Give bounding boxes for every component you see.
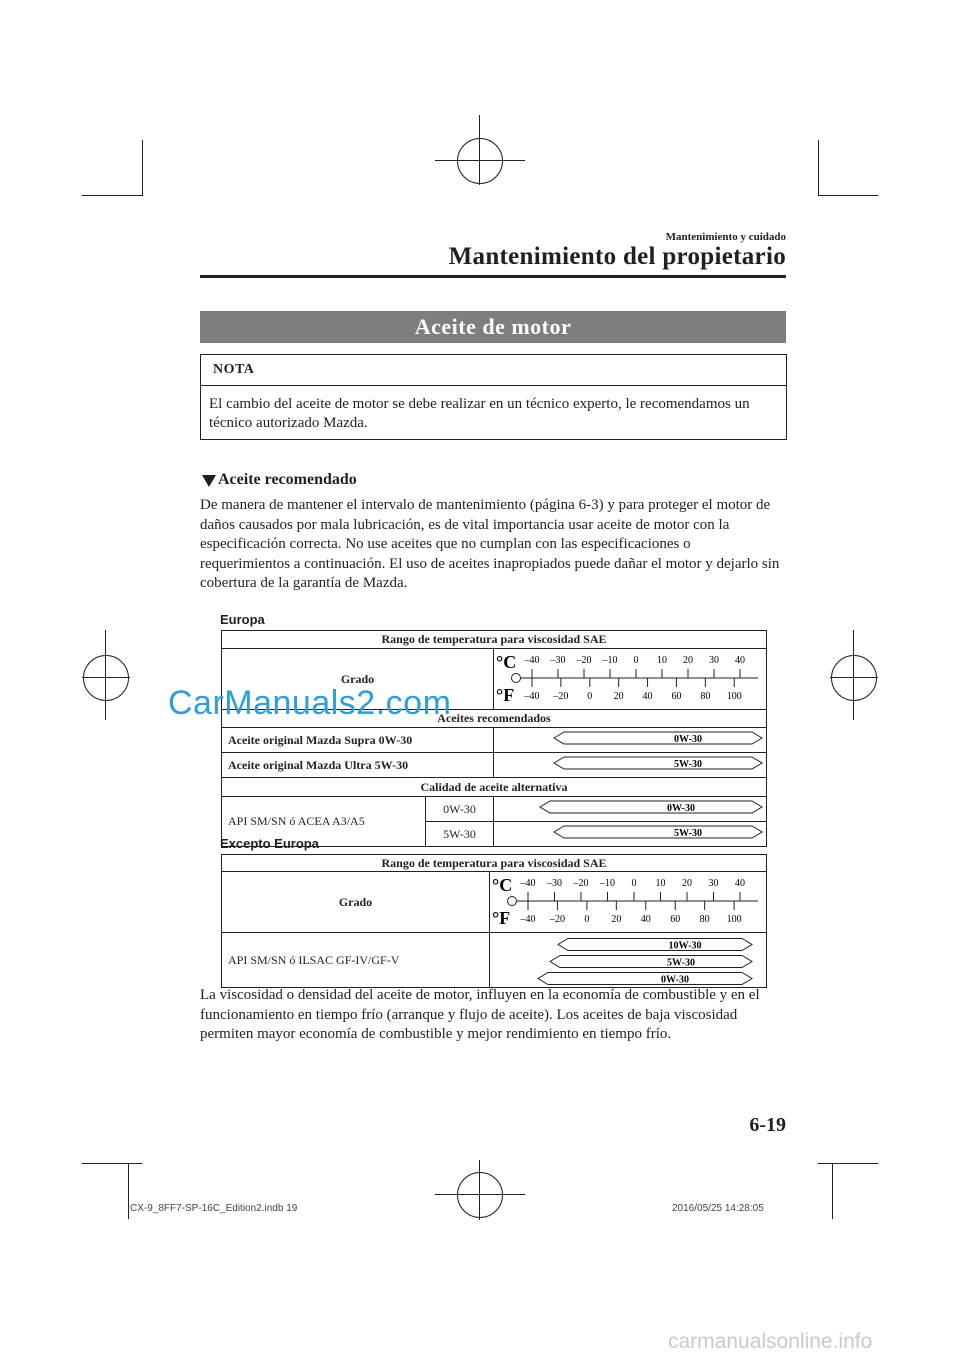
table-row xyxy=(222,753,767,778)
europe-temp-scale xyxy=(494,649,767,710)
watermark: CarManuals2.com xyxy=(168,684,452,722)
europe-table-title: Rango de temperatura para viscosidad SAE xyxy=(222,631,767,649)
except-europe-spec: API SM/SN ó ILSAC GF-IV/GF-V xyxy=(222,933,490,988)
viscosity-bar-label: 5W-30 xyxy=(674,759,702,770)
europe-viscosity-table xyxy=(221,630,767,847)
celsius-tick-label: 40 xyxy=(735,878,745,889)
footer-file: CX-9_8FF7-SP-16C_Edition2.indb 19 xyxy=(130,1203,298,1214)
fahrenheit-tick-label: –40 xyxy=(520,914,536,925)
celsius-tick-label: 20 xyxy=(683,655,693,666)
celsius-tick-label: –10 xyxy=(602,655,618,666)
viscosity-bar-shape xyxy=(550,955,752,967)
fahrenheit-tick-label: –20 xyxy=(553,691,569,702)
fahrenheit-tick-label: 0 xyxy=(587,691,593,702)
celsius-tick-label: –40 xyxy=(524,655,540,666)
celsius-tick-label: –30 xyxy=(547,878,562,889)
triangle-down-icon xyxy=(202,474,216,488)
thermometer-bulb xyxy=(508,897,517,906)
viscosity-bar-label: 5W-30 xyxy=(674,828,702,839)
europe-alternative-header: Calidad de aceite alternativa xyxy=(222,778,767,797)
oil-name: Aceite original Mazda Ultra 5W-30 xyxy=(222,753,494,778)
section-label: Mantenimiento y cuidado xyxy=(665,231,786,243)
viscosity-bar-label: 5W-30 xyxy=(667,957,695,968)
grade-bar-cell xyxy=(494,822,767,847)
except-europe-table-title: Rango de temperatura para viscosidad SAE xyxy=(222,855,767,872)
except-europe-temp-scale xyxy=(490,872,767,933)
table-row xyxy=(222,797,767,822)
europe-recommended-header: Aceites recomendados xyxy=(222,710,767,728)
celsius-tick-label: –20 xyxy=(573,878,589,889)
note-title: NOTA xyxy=(201,355,786,386)
except-europe-grade-label: Grado xyxy=(222,872,490,933)
grade-label: 5W-30 xyxy=(426,822,494,847)
viscosity-bar-label: 0W-30 xyxy=(667,803,695,814)
temperature-scale xyxy=(494,649,766,705)
celsius-tick-label: 20 xyxy=(682,878,692,889)
viscosity-bar xyxy=(490,936,766,953)
viscosity-bar-label: 10W-30 xyxy=(668,940,702,951)
celsius-symbol: °C xyxy=(496,652,517,672)
bottom-watermark: carmanualsonline.info xyxy=(668,1330,873,1353)
table-row xyxy=(222,728,767,753)
fahrenheit-tick-label: 80 xyxy=(700,691,711,702)
viscosity-bar xyxy=(494,728,766,748)
viscosity-bar-shape xyxy=(554,732,762,744)
celsius-tick-label: 0 xyxy=(633,655,639,666)
note-box xyxy=(200,354,787,440)
celsius-tick-label: 40 xyxy=(735,655,745,666)
fahrenheit-tick-label: 100 xyxy=(726,691,742,702)
footer-timestamp: 2016/05/25 14:28:05 xyxy=(672,1203,764,1214)
celsius-tick-label: –30 xyxy=(550,655,566,666)
fahrenheit-tick-label: 100 xyxy=(726,914,742,925)
fahrenheit-tick-label: 0 xyxy=(584,914,590,925)
fahrenheit-tick-label: 40 xyxy=(642,691,653,702)
temperature-scale xyxy=(490,872,766,928)
fahrenheit-symbol: °F xyxy=(492,908,511,928)
viscosity-bar-shape xyxy=(540,801,762,813)
header-rule xyxy=(200,275,786,278)
celsius-tick-label: 0 xyxy=(631,878,637,889)
viscosity-bar-shape xyxy=(554,757,762,769)
grade-bars-cell xyxy=(490,933,767,988)
page-number: 6-19 xyxy=(749,1114,786,1136)
celsius-tick-label: 30 xyxy=(709,655,719,666)
section-banner: Aceite de motor xyxy=(200,311,786,343)
note-text: El cambio del aceite de motor se debe realizar en un técnico experto, le recomendamos un técnico autorizado Mazda. xyxy=(209,396,750,431)
grade-bar-cell xyxy=(494,728,767,753)
grade-bar-cell xyxy=(494,797,767,822)
fahrenheit-tick-label: 60 xyxy=(670,914,681,925)
except-europe-label: Excepto Europa xyxy=(220,836,319,851)
celsius-tick-label: –40 xyxy=(520,878,536,889)
viscosity-bar xyxy=(490,953,766,970)
fahrenheit-symbol: °F xyxy=(496,685,515,705)
celsius-tick-label: 10 xyxy=(657,655,667,666)
celsius-tick-label: 10 xyxy=(655,878,666,889)
viscosity-bar-shape xyxy=(554,826,762,838)
oil-name: Aceite original Mazda Supra 0W-30 xyxy=(222,728,494,753)
viscosity-bar xyxy=(494,822,766,842)
fahrenheit-tick-label: 20 xyxy=(611,914,622,925)
fahrenheit-tick-label: 40 xyxy=(640,914,651,925)
europe-label: Europa xyxy=(220,612,265,627)
celsius-tick-label: –20 xyxy=(576,655,592,666)
chapter-title: Mantenimiento del propietario xyxy=(448,243,786,270)
subheading xyxy=(202,471,762,493)
europe-grade-label: Grado xyxy=(222,649,494,710)
viscosity-bar-label: 0W-30 xyxy=(661,974,689,985)
viscosity-bar-shape xyxy=(558,938,752,950)
viscosity-bar-shape xyxy=(538,972,752,984)
viscosity-bar xyxy=(490,970,766,987)
closing-paragraph: La viscosidad o densidad del aceite de motor, influyen en la economía de combustible y en el funcionamiento en tiempo frío (arranque y flujo de aceite). Los aceites de baja viscosidad permiten mayor economía de combustible y mejor rendimiento en tiempo frío. xyxy=(200,987,760,1042)
celsius-tick-label: –10 xyxy=(600,878,615,889)
grade-label: 0W-30 xyxy=(426,797,494,822)
fahrenheit-tick-label: 20 xyxy=(613,691,624,702)
grade-bar-cell xyxy=(494,753,767,778)
subheading-text: Aceite recomendado xyxy=(218,471,357,488)
viscosity-bar-label: 0W-30 xyxy=(674,734,702,745)
celsius-tick-label: 30 xyxy=(708,878,719,889)
alternative-spec: API SM/SN ó ACEA A3/A5 xyxy=(222,797,426,847)
fahrenheit-tick-label: 80 xyxy=(699,914,710,925)
celsius-symbol: °C xyxy=(492,875,513,895)
fahrenheit-tick-label: –40 xyxy=(524,691,540,702)
thermometer-bulb xyxy=(512,674,521,683)
fahrenheit-tick-label: 60 xyxy=(671,691,682,702)
viscosity-bar xyxy=(494,797,766,817)
fahrenheit-tick-label: –20 xyxy=(549,914,565,925)
intro-paragraph: De manera de mantener el intervalo de mantenimiento (página 6-3) y para proteger el motor de daños causados por mala lubricación, es de vital importancia usar aceite de motor con la especificación correcta. No use aceites que no cumplan con las especificaciones o requerimientos a continuación. El uso de aceites inapropiados puede dañar el motor y dejarlo sin cobertura de la garantía de Mazda. xyxy=(200,497,780,591)
viscosity-bar xyxy=(494,753,766,773)
except-europe-viscosity-table xyxy=(221,854,767,988)
